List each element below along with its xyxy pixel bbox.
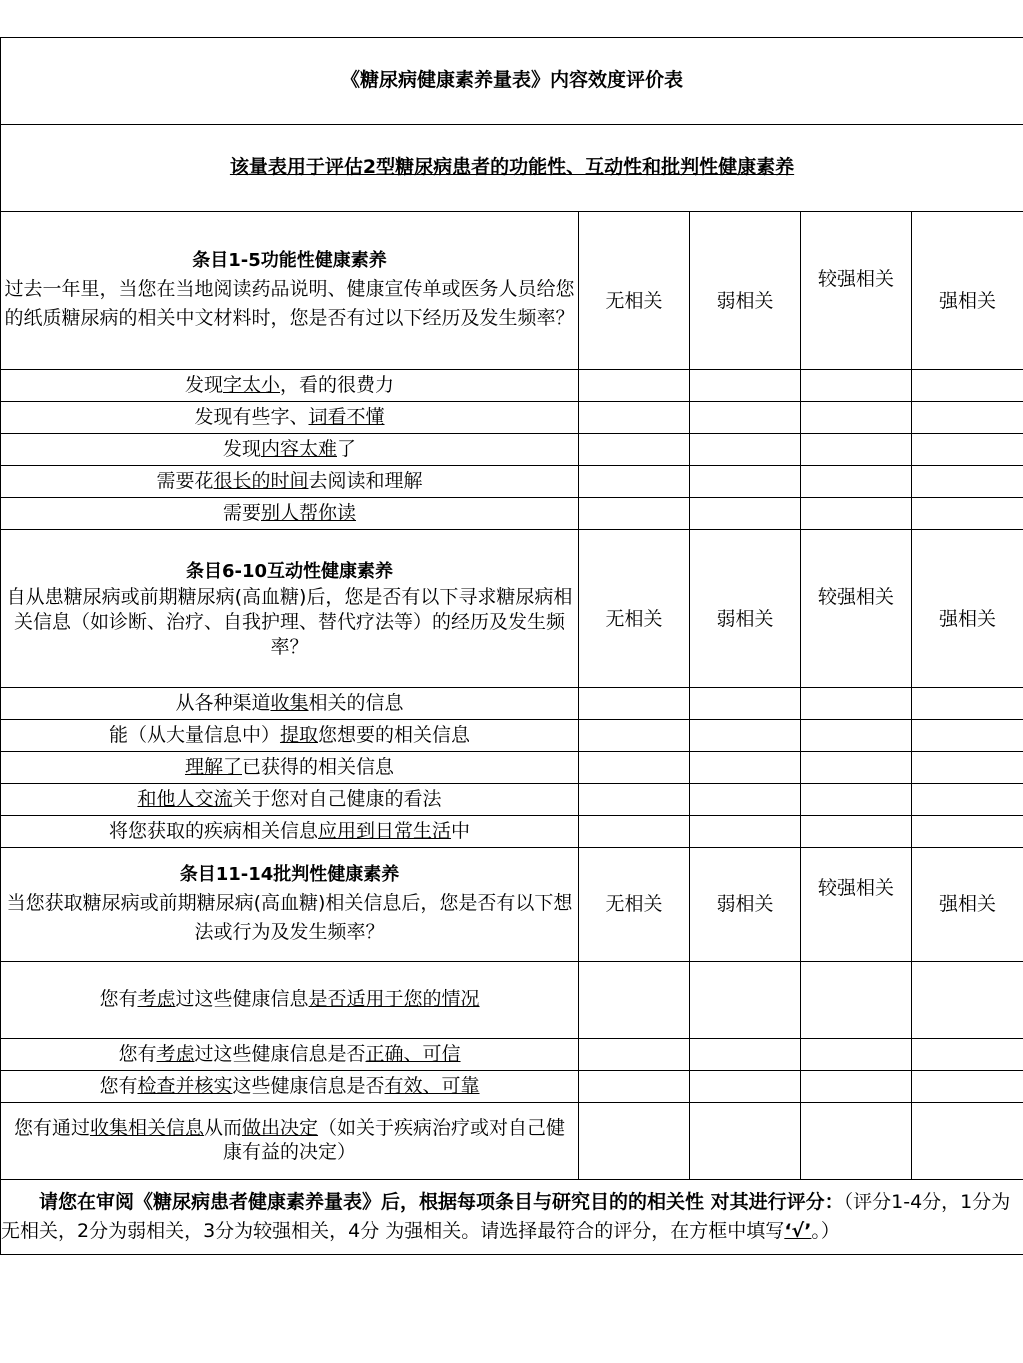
item-label: 您有考虑过这些健康信息是否正确、可信 bbox=[1, 1039, 579, 1071]
rating-box[interactable] bbox=[912, 720, 1023, 752]
item-label: 从各种渠道收集相关的信息 bbox=[1, 688, 579, 720]
rating-weak-header: 弱相关 bbox=[690, 848, 801, 962]
rating-box[interactable] bbox=[912, 402, 1023, 434]
rating-box[interactable] bbox=[579, 1039, 690, 1071]
form-title: 《糖尿病健康素养量表》内容效度评价表 bbox=[1, 38, 1023, 125]
rating-box[interactable] bbox=[912, 688, 1023, 720]
section-heading: 条目6-10互动性健康素养 bbox=[185, 560, 394, 582]
rating-box[interactable] bbox=[801, 1039, 912, 1071]
item-label: 您有通过收集相关信息从而做出决定（如关于疾病治疗或对自己健康有益的决定） bbox=[1, 1103, 579, 1180]
rating-box[interactable] bbox=[801, 1103, 912, 1180]
rating-box[interactable] bbox=[690, 784, 801, 816]
instructions-end: 。） bbox=[811, 1220, 840, 1242]
rating-box[interactable] bbox=[690, 720, 801, 752]
rating-box[interactable] bbox=[801, 720, 912, 752]
table-row bbox=[1, 1071, 1023, 1103]
rating-box[interactable] bbox=[801, 688, 912, 720]
instructions-plain: （评分1-4分，1分为无相关，2分为弱相关，3分为较强相关，4分 为强相关。请选择最符合的评分，在方框中填写 bbox=[1, 1190, 1011, 1242]
rating-box[interactable] bbox=[690, 816, 801, 848]
rating-box[interactable] bbox=[912, 752, 1023, 784]
rating-weak-header: 弱相关 bbox=[690, 212, 801, 370]
rating-box[interactable] bbox=[912, 1071, 1023, 1103]
table-row bbox=[1, 688, 1023, 720]
item-label: 您有检查并核实这些健康信息是否有效、可靠 bbox=[1, 1071, 579, 1103]
table-row bbox=[1, 962, 1023, 1039]
table-row bbox=[1, 816, 1023, 848]
rating-box[interactable] bbox=[579, 752, 690, 784]
instructions bbox=[1, 1180, 1023, 1255]
rating-box[interactable] bbox=[579, 1071, 690, 1103]
rating-fairly-strong-header: 较强相关 bbox=[801, 530, 912, 688]
section-heading: 条目1-5功能性健康素养 bbox=[192, 250, 387, 272]
rating-box[interactable] bbox=[579, 688, 690, 720]
table-row bbox=[1, 370, 1023, 402]
item-label: 发现内容太难了 bbox=[1, 434, 579, 466]
item-label: 您有考虑过这些健康信息是否适用于您的情况 bbox=[1, 962, 579, 1039]
form-subtitle: 该量表用于评估2型糖尿病患者的功能性、互动性和批判性健康素养 bbox=[1, 125, 1023, 212]
rating-box[interactable] bbox=[579, 720, 690, 752]
rating-box[interactable] bbox=[690, 434, 801, 466]
check-mark-symbol: ‘√’ bbox=[784, 1220, 812, 1242]
rating-box[interactable] bbox=[579, 498, 690, 530]
item-label: 需要别人帮你读 bbox=[1, 498, 579, 530]
rating-box[interactable] bbox=[801, 434, 912, 466]
rating-box[interactable] bbox=[912, 1103, 1023, 1180]
section-question-text: 过去一年里，当您在当地阅读药品说明、健康宣传单或医务人员给您的纸质糖尿病的相关中文材料时，您是否有过以下经历及发生频率？ bbox=[4, 278, 575, 330]
rating-box[interactable] bbox=[690, 1103, 801, 1180]
rating-box[interactable] bbox=[912, 1039, 1023, 1071]
rating-box[interactable] bbox=[690, 962, 801, 1039]
rating-box[interactable] bbox=[801, 402, 912, 434]
rating-box[interactable] bbox=[912, 466, 1023, 498]
rating-box[interactable] bbox=[912, 816, 1023, 848]
rating-box[interactable] bbox=[690, 1039, 801, 1071]
rating-box[interactable] bbox=[579, 434, 690, 466]
rating-box[interactable] bbox=[690, 752, 801, 784]
rating-box[interactable] bbox=[690, 466, 801, 498]
table-row bbox=[1, 784, 1023, 816]
rating-box[interactable] bbox=[912, 962, 1023, 1039]
rating-strong-header: 强相关 bbox=[912, 530, 1023, 688]
rating-box[interactable] bbox=[690, 1071, 801, 1103]
table-row bbox=[1, 720, 1023, 752]
table-row bbox=[1, 434, 1023, 466]
instructions-bold: 请您在审阅《糖尿病患者健康素养量表》后，根据每项条目与研究目的的相关性 对其进行评分： bbox=[39, 1190, 844, 1213]
rating-none-header: 无相关 bbox=[579, 212, 690, 370]
rating-box[interactable] bbox=[690, 370, 801, 402]
rating-fairly-strong-header: 较强相关 bbox=[801, 212, 912, 370]
rating-box[interactable] bbox=[801, 962, 912, 1039]
section-1-question bbox=[1, 212, 579, 370]
table-row bbox=[1, 498, 1023, 530]
rating-box[interactable] bbox=[801, 752, 912, 784]
item-label: 能（从大量信息中）提取您想要的相关信息 bbox=[1, 720, 579, 752]
rating-strong-header: 强相关 bbox=[912, 212, 1023, 370]
rating-box[interactable] bbox=[912, 434, 1023, 466]
rating-box[interactable] bbox=[801, 1071, 912, 1103]
table-row bbox=[1, 1039, 1023, 1071]
rating-box[interactable] bbox=[579, 784, 690, 816]
rating-box[interactable] bbox=[912, 784, 1023, 816]
rating-none-header: 无相关 bbox=[579, 530, 690, 688]
rating-box[interactable] bbox=[579, 370, 690, 402]
rating-box[interactable] bbox=[801, 466, 912, 498]
rating-box[interactable] bbox=[801, 784, 912, 816]
section-2-question bbox=[1, 530, 579, 688]
rating-box[interactable] bbox=[912, 370, 1023, 402]
item-label: 发现字太小，看的很费力 bbox=[1, 370, 579, 402]
item-label: 将您获取的疾病相关信息应用到日常生活中 bbox=[1, 816, 579, 848]
rating-box[interactable] bbox=[690, 688, 801, 720]
item-label: 需要花很长的时间去阅读和理解 bbox=[1, 466, 579, 498]
rating-box[interactable] bbox=[579, 466, 690, 498]
rating-box[interactable] bbox=[579, 816, 690, 848]
rating-box[interactable] bbox=[579, 962, 690, 1039]
section-question-text: 自从患糖尿病或前期糖尿病(高血糖)后，您是否有以下寻求糖尿病相关信息（如诊断、治疗、自我护理、替代疗法等）的经历及发生频率？ bbox=[6, 586, 573, 658]
item-label: 和他人交流关于您对自己健康的看法 bbox=[1, 784, 579, 816]
item-label: 理解了已获得的相关信息 bbox=[1, 752, 579, 784]
rating-none-header: 无相关 bbox=[579, 848, 690, 962]
rating-box[interactable] bbox=[912, 498, 1023, 530]
item-label: 发现有些字、词看不懂 bbox=[1, 402, 579, 434]
rating-box[interactable] bbox=[801, 816, 912, 848]
rating-box[interactable] bbox=[801, 498, 912, 530]
section-heading: 条目11-14批判性健康素养 bbox=[179, 864, 400, 886]
table-row bbox=[1, 1103, 1023, 1180]
rating-strong-header: 强相关 bbox=[912, 848, 1023, 962]
rating-box[interactable] bbox=[690, 498, 801, 530]
evaluation-table bbox=[0, 37, 1023, 1255]
rating-box[interactable] bbox=[801, 370, 912, 402]
rating-box[interactable] bbox=[579, 402, 690, 434]
rating-box[interactable] bbox=[690, 402, 801, 434]
table-row bbox=[1, 752, 1023, 784]
table-row bbox=[1, 402, 1023, 434]
rating-box[interactable] bbox=[579, 1103, 690, 1180]
section-question-text: 当您获取糖尿病或前期糖尿病(高血糖)相关信息后，您是否有以下想法或行为及发生频率？ bbox=[6, 892, 573, 944]
table-row bbox=[1, 466, 1023, 498]
rating-weak-header: 弱相关 bbox=[690, 530, 801, 688]
rating-fairly-strong-header: 较强相关 bbox=[801, 848, 912, 962]
section-3-question bbox=[1, 848, 579, 962]
